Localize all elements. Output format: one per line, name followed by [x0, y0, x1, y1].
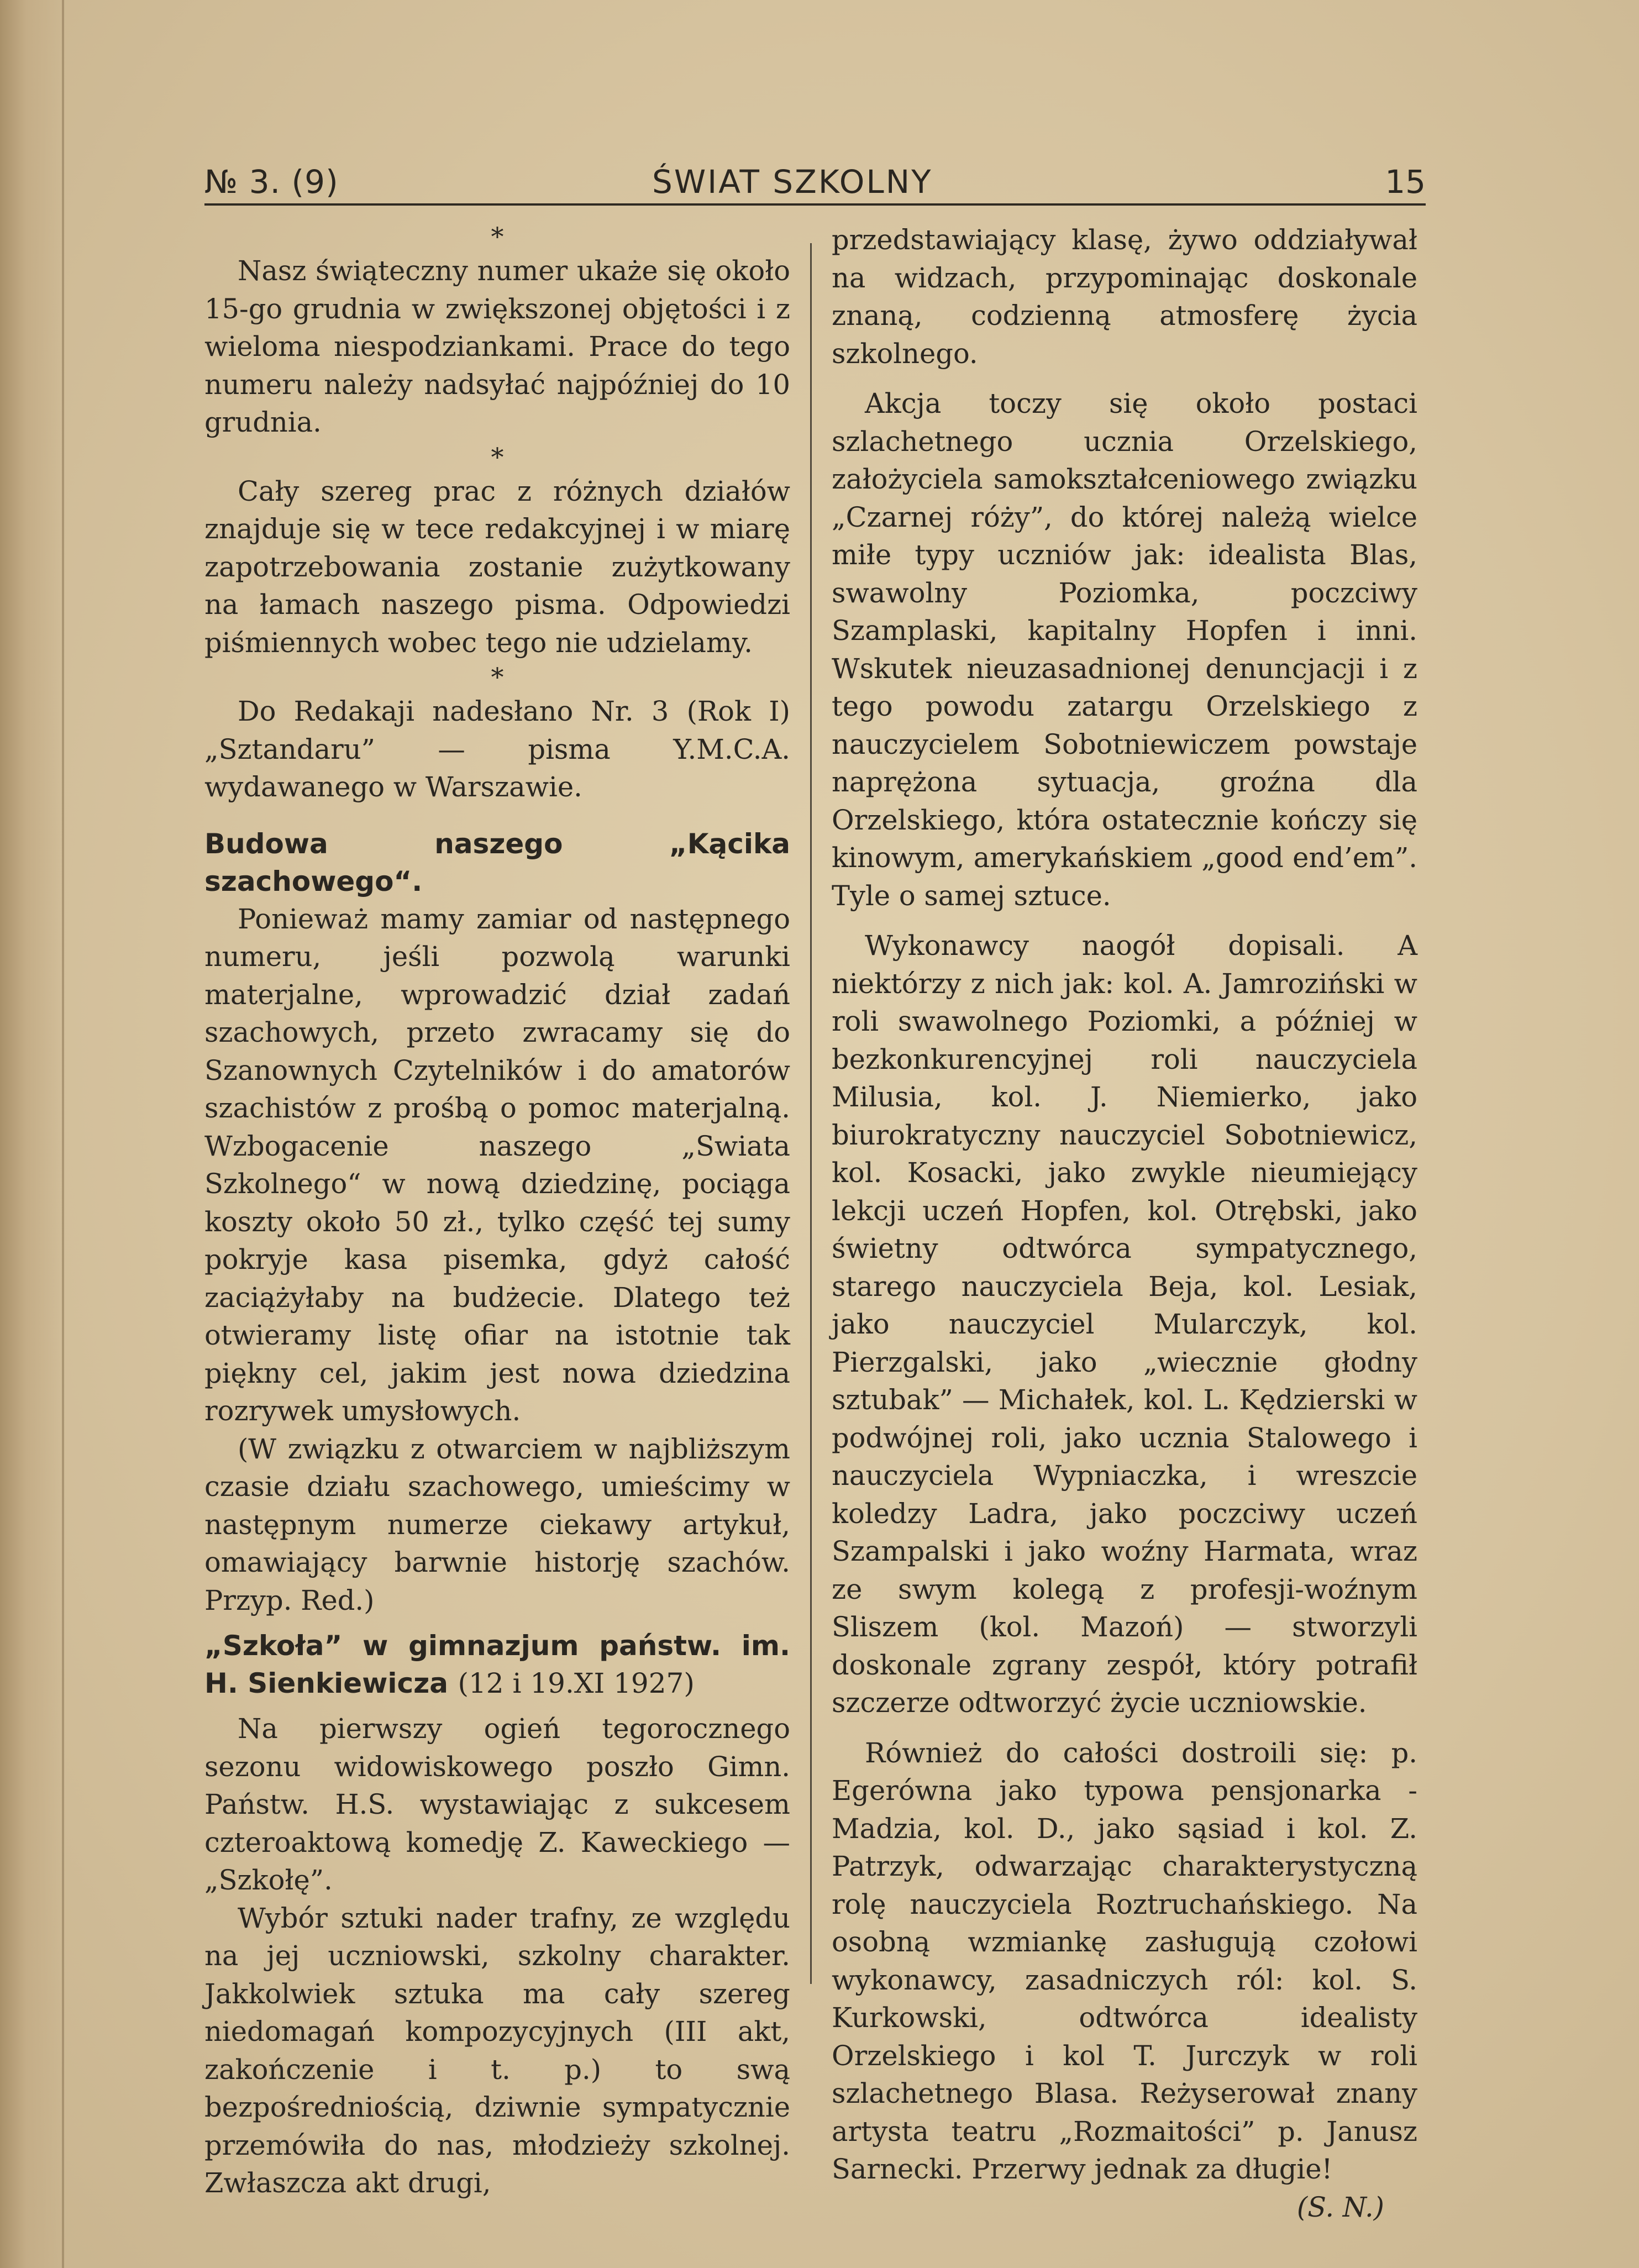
chess-heading: Budowa naszego „Kącika szachowego“.: [204, 827, 790, 897]
theatre-dates: (12 i 19.XI 1927): [458, 1667, 695, 1699]
issue-number: № 3. (9): [204, 163, 339, 201]
review-paragraph-2: Akcja toczy się około postaci szlachetnego ucznia Orzelskiego, założyciela samokształceniowego związku „Czarnej róży”, do której należą wielce miłe typy uczniów jak: idealista Blas, swawolny Poziomka, poczciwy Szamplaski, kapitalny Hopfen i inni. Wskutek nieuzasadnionej denuncjacji i z tego powodu zatargu Orzelskiego z nauczycielem Sobotniewiczem powstaje naprężona sytuacja, groźna dla Orzelskiego, która ostatecznie kończy się kinowym, amerykańskiem „good end’em”. Tyle o samej sztuce.: [832, 387, 1417, 912]
section-star: *: [491, 442, 504, 472]
chess-editor-note: (W związku z otwarciem w najbliższym czasie działu szachowego, umieścimy w następnym numerze ciekawy artykuł, omawiający barwnie historję szachów. Przyp. Red.): [204, 1432, 790, 1616]
author-signature: (S. N.): [1296, 2191, 1384, 2223]
review-paragraph-3: Wykonawcy naogół dopisali. A niektórzy z nich jak: kol. A. Jamroziński w roli swawolnego Poziomki, a później w bezkonkurencyjnej roli nauczyciela Milusia, kol. J. Niemierko, jako biurokratyczny nauczyciel Sobotniewicz, kol. Kosacki, jako zwykle nieumiejący lekcji uczeń Hopfen, kol. Otrębski, jako świetny odtwórca sympatycznego, starego nauczyciela Beja, kol. Lesiak, jako nauczyciel Mularczyk, kol. Pierzgalski, jako „wiecznie głodny sztubak” — Michałek, kol. L. Kędzierski w podwójnej roli, jako ucznia Stalowego i nauczyciela Wypniaczka, i wreszcie koledzy Ladra, jako poczciwy uczeń Szampalski i jako woźny Harmata, wraz ze swym kolegą z profesji-woźnym Sliszem (kol. Mazoń) — stworzyli doskonale zgrany zespół, który potrafił szczerze odtworzyć życie uczniowskie.: [832, 930, 1417, 1719]
binding-edge: [62, 0, 64, 2268]
page-number: 15: [1385, 163, 1426, 201]
theatre-heading: „Szkoła” w gimnazjum państw. im. H. Sienkiewicza (12 i 19.XI 1927): [204, 1630, 790, 1699]
column-divider: [810, 243, 812, 1984]
notice-holiday-issue: Nasz świąteczny numer ukaże się około 15-go grudnia w zwiększonej objętości i z wieloma niespodziankami. Prace do tego numeru należy nadsyłać najpóźniej do 10 grudnia.: [204, 255, 790, 438]
section-star: *: [491, 222, 504, 251]
section-star: *: [491, 662, 504, 692]
review-paragraph-1: przedstawiający klasę, żywo oddziaływał na widzach, przypominając doskonale znaną, codzienną atmosferę życia szkolnego.: [832, 224, 1417, 370]
theatre-paragraph-2: Wybór sztuki nader trafny, ze względu na jej uczniowski, szkolny charakter. Jakkolwiek sztuka ma cały szereg niedomagań kompozycyjnych (III akt, zakończenie i t. p.) to swą bezpośredniością, dziwnie sympatycznie przemówiła do nas, młodzieży szkolnej. Zwłaszcza akt drugi,: [204, 1902, 790, 2199]
chess-paragraph: Ponieważ mamy zamiar od następnego numeru, jeśli pozwolą warunki materjalne, wprowadzić dział zadań szachowych, przeto zwracamy się do Szanownych Czytelników i do amatorów szachistów z prośbą o pomoc materjalną. Wzbogacenie naszego „Swiata Szkolnego“ w nową dziedzinę, pociąga koszty około 50 zł., tylko część tej sumy pokryje kasa pisemka, gdyż całość zaciążyłaby na budżecie. Dlatego też otwieramy listę ofiar na istotnie tak piękny cel, jakim jest nowa dziedzina rozrywek umysłowych.: [204, 902, 790, 1427]
right-column: [832, 221, 1417, 2226]
notice-received: Do Redakaji nadesłano Nr. 3 (Rok I) „Sztandaru” — pisma Y.M.C.A. wydawanego w Warszawie.: [204, 695, 790, 803]
header-rule: [204, 203, 1426, 206]
magazine-title: ŚWIAT SZKOLNY: [652, 163, 933, 201]
review-paragraph-4: Również do całości dostroili się: p. Egerówna jako typowa pensjonarka - Madzia, kol. D., jako sąsiad i kol. Z. Patrzyk, odwarzając charakterystyczną rolę nauczyciela Roztruchańskiego. Na osobną wzmiankę zasługują czołowi wykonawcy, zasadniczych ról: kol. S. Kurkowski, odtwórca idealisty Orzelskiego i kol T. Jurczyk w roli szlachetnego Blasa. Reżyserował znany artysta teatru „Rozmaitości” p. Janusz Sarnecki. Przerwy jednak za długie!: [832, 1736, 1417, 2185]
left-column: [204, 221, 790, 2202]
notice-submissions: Cały szereg prac z różnych działów znajduje się w tece redakcyjnej i w miarę zapotrzebowania zostanie zużytkowany na łamach naszego pisma. Odpowiedzi piśmiennych wobec tego nie udzielamy.: [204, 475, 790, 659]
page-spine-shadow: [0, 0, 66, 2268]
theatre-paragraph-1: Na pierwszy ogień tegorocznego sezonu widowiskowego poszło Gimn. Państw. H.S. wystawiając z sukcesem czteroaktową komedję Z. Kaweckiego — „Szkołę”.: [204, 1713, 790, 1896]
